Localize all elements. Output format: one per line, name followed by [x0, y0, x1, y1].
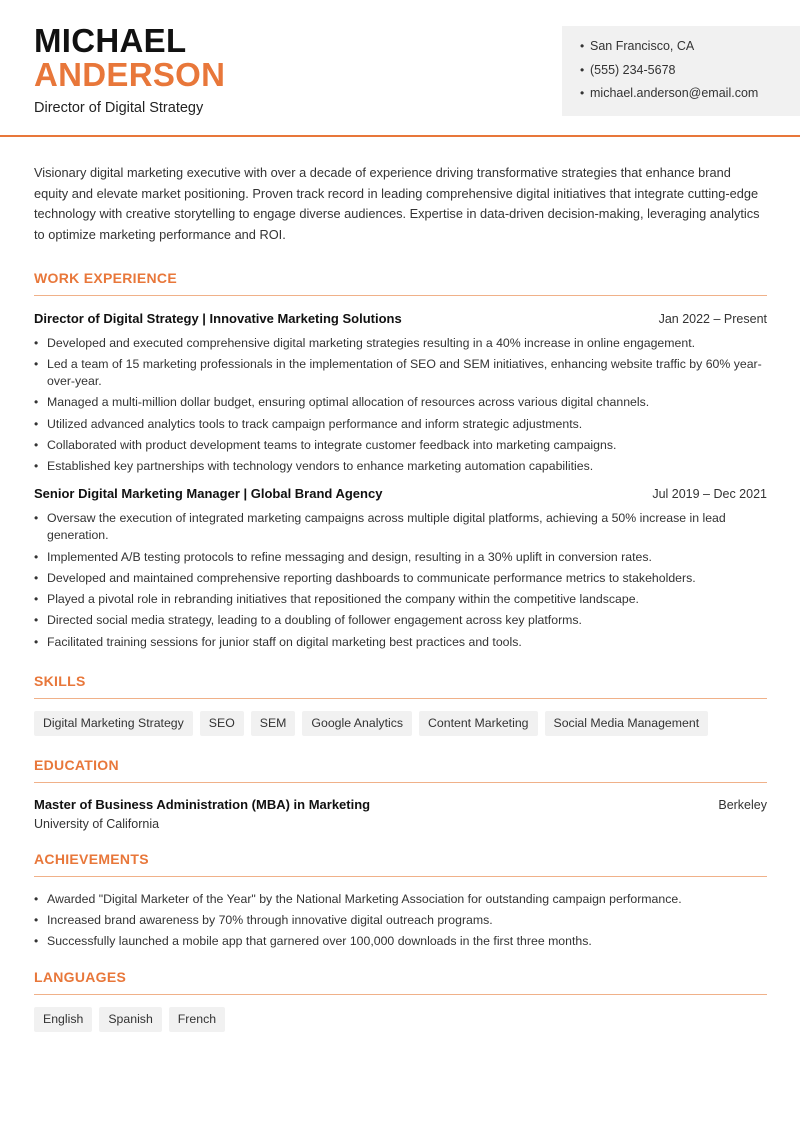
contact-location-text: San Francisco, CA — [590, 39, 695, 53]
contact-phone-text: (555) 234-5678 — [590, 62, 676, 77]
bullet-text: Implemented A/B testing protocols to refine messaging and design, resulting in a 30% uplift in conversion rates. — [47, 549, 652, 564]
education-degree: Master of Business Administration (MBA) in Marketing — [34, 796, 371, 812]
bullet-text: Oversaw the execution of integrated marketing campaigns across multiple digital platforms, achieving a 50% increase in lead generation. — [47, 511, 726, 543]
contact-email — [580, 85, 800, 109]
bullet-icon: • — [34, 511, 39, 526]
language-chip: French — [169, 1007, 225, 1032]
list-item — [34, 394, 767, 411]
job-1-header — [34, 311, 767, 326]
education-heading: EDUCATION — [34, 757, 767, 783]
bullet-icon: • — [34, 570, 39, 585]
achievements-list — [34, 891, 767, 951]
list-item — [34, 612, 767, 629]
job-2-role: Senior Digital Marketing Manager | Global Brand Agency — [34, 486, 383, 502]
skill-chip: Content Marketing — [419, 711, 537, 736]
job-2-bullets — [34, 510, 767, 650]
bullet-icon: • — [34, 634, 39, 649]
bullet-icon: • — [34, 891, 39, 906]
bullet-icon: • — [34, 592, 39, 607]
education-header — [34, 797, 767, 812]
education-school: University of California — [34, 816, 160, 831]
bullet-text: Established key partnerships with technology vendors to enhance marketing automation capabilities. — [47, 459, 594, 474]
list-item — [34, 416, 767, 433]
job-2-header — [34, 486, 767, 501]
summary: Visionary digital marketing executive with over a decade of experience driving transformative strategies that enhance brand equity and elevate market positioning. Proven track record in leading comprehensive digital initiatives that integrate cutting-edge technology with creative storytelling to engage diverse audiences. Expertise in data-driven decision-making, leveraging analytics to optimize marketing performance and ROI. — [34, 165, 760, 243]
language-chip: English — [34, 1007, 92, 1032]
list-item — [34, 570, 767, 587]
job-1 — [34, 311, 767, 475]
list-item — [34, 458, 767, 475]
skills-list — [34, 711, 767, 736]
languages-list — [34, 1007, 767, 1032]
achievement-text: Successfully launched a mobile app that garnered over 100,000 downloads in the first three months. — [47, 934, 592, 949]
bullet-icon: • — [34, 459, 39, 474]
languages-heading: LANGUAGES — [34, 969, 767, 995]
skill-chip: SEO — [200, 711, 244, 736]
list-item — [34, 933, 767, 950]
bullet-icon: • — [34, 934, 39, 949]
first-name: MICHAEL — [34, 22, 187, 59]
job-2 — [34, 486, 767, 650]
job-1-bullets — [34, 335, 767, 475]
work-experience-heading: WORK EXPERIENCE — [34, 270, 767, 296]
bullet-icon: • — [34, 416, 39, 431]
bullet-text: Played a pivotal role in rebranding initiatives that repositioned the company within the competitive landscape. — [47, 592, 639, 607]
bullet-text: Collaborated with product development teams to integrate customer feedback into marketing campaigns. — [47, 438, 617, 452]
bullet-icon: • — [34, 357, 39, 372]
list-item — [34, 634, 767, 651]
bullet-text: Utilized advanced analytics tools to track campaign performance and inform strategic adjustments. — [47, 416, 583, 431]
bullet-icon: • — [34, 335, 39, 350]
bullet-text: Directed social media strategy, leading to a doubling of follower engagement across key platforms. — [47, 613, 582, 628]
bullet-text: Developed and maintained comprehensive reporting dashboards to communicate performance metrics to stakeholders. — [47, 570, 696, 585]
list-item — [34, 891, 767, 908]
bullet-icon: • — [34, 613, 39, 628]
bullet-icon: • — [34, 913, 39, 928]
list-item — [34, 549, 767, 566]
contact-phone — [580, 62, 800, 86]
job-2-dates: Jul 2019 – Dec 2021 — [652, 487, 767, 502]
language-chip: Spanish — [99, 1007, 161, 1032]
skill-chip: Google Analytics — [302, 711, 412, 736]
skill-chip: SEM — [251, 711, 296, 736]
education-entry — [34, 797, 767, 831]
skill-chip: Social Media Management — [545, 711, 709, 736]
bullet-icon: • — [580, 39, 585, 53]
bullet-icon: • — [580, 62, 585, 77]
list-item — [34, 437, 767, 454]
job-1-dates: Jan 2022 – Present — [658, 311, 767, 326]
bullet-text: Facilitated training sessions for junior staff on digital marketing best practices and tools. — [47, 634, 522, 649]
resume-header — [0, 0, 800, 137]
contact-email-text: michael.anderson@email.com — [590, 86, 759, 100]
achievement-text: Increased brand awareness by 70% through innovative digital outreach programs. — [47, 913, 493, 928]
list-item — [34, 356, 767, 390]
bullet-text: Led a team of 15 marketing professionals in the implementation of SEO and SEM initiatives, enhancing website traffic by 60% year-over-year. — [47, 357, 762, 389]
bullet-icon: • — [34, 438, 39, 452]
contact-location — [580, 38, 800, 62]
list-item — [34, 335, 767, 352]
achievement-text: Awarded "Digital Marketer of the Year" by the National Marketing Association for outstanding campaign performance. — [47, 891, 682, 906]
resume-body — [34, 163, 767, 1032]
last-name: ANDERSON — [34, 56, 226, 93]
list-item — [34, 591, 767, 608]
bullet-icon: • — [34, 395, 39, 410]
skills-heading: SKILLS — [34, 673, 767, 699]
skill-chip: Digital Marketing Strategy — [34, 711, 193, 736]
bullet-text: Developed and executed comprehensive digital marketing strategies resulting in a 40% increase in online engagement. — [47, 335, 696, 350]
achievements-heading: ACHIEVEMENTS — [34, 851, 767, 877]
job-1-role: Director of Digital Strategy | Innovative Marketing Solutions — [34, 310, 402, 326]
list-item — [34, 510, 767, 544]
education-location: Berkeley — [718, 797, 767, 812]
contact-box — [562, 26, 800, 116]
bullet-text: Managed a multi-million dollar budget, ensuring optimal allocation of resources across various digital channels. — [47, 395, 650, 410]
job-title: Director of Digital Strategy — [34, 100, 204, 116]
bullet-icon: • — [34, 549, 39, 564]
list-item — [34, 912, 767, 929]
bullet-icon: • — [580, 86, 585, 100]
